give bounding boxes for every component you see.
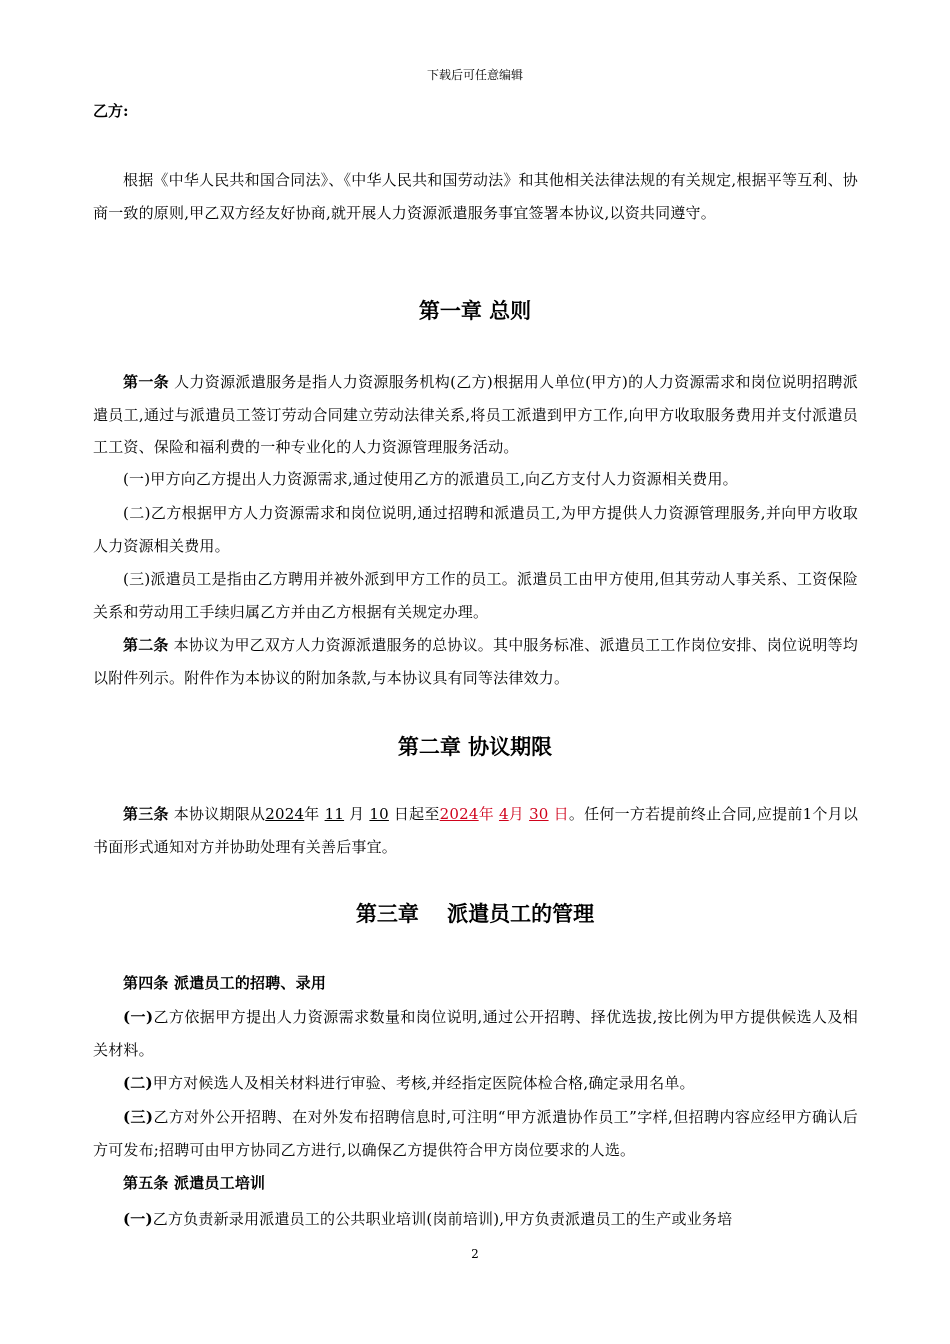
end-year-char: 年 xyxy=(478,805,494,823)
day-from-text: 日起至 xyxy=(393,805,440,823)
month-char: 月 xyxy=(349,805,365,823)
chapter1-title: 第一章 总则 xyxy=(418,298,532,323)
article5-item1 xyxy=(93,1203,858,1236)
article1-item2: (二)乙方根据甲方人力资源需求和岗位说明,通过招聘和派遣员工,为甲方提供人力资源管理服务,并向甲方收取人力资源相关费用。 xyxy=(93,504,858,555)
article1-label: 第一条 xyxy=(123,373,169,391)
article2-label: 第二条 xyxy=(123,636,169,654)
article1-text: 人力资源派遣服务是指人力资源服务机构(乙方)根据用人单位(甲方)的人力资源需求和岗位说明招聘派遣员工,通过与派遣员工签订劳动合同建立劳动法律关系,将员工派遣到甲方工作,向甲方收取服务费用并支付派遣员工工资、保险和福利费的一种专业化的人力资源管理服务活动。 xyxy=(93,373,858,456)
page-number: 2 xyxy=(471,1247,479,1261)
preamble-paragraph: 根据《中华人民共和国合同法》、《中华人民共和国劳动法》和其他相关法律法规的有关规定,根据平等互利、协商一致的原则,甲乙双方经友好协商,就开展人力资源派遣服务事宜签署本协议,以资共同遵守。 xyxy=(93,171,858,222)
party-b-label: 乙方: xyxy=(93,102,129,120)
end-month: 4 xyxy=(498,805,509,823)
article4-item2-label: (二) xyxy=(123,1074,153,1092)
end-day-char: 日 xyxy=(553,805,569,823)
chapter2-title: 第二章 协议期限 xyxy=(397,734,553,759)
article4-item2 xyxy=(93,1067,858,1100)
end-month-char: 月 xyxy=(508,805,525,823)
year-char: 年 xyxy=(304,805,320,823)
chapter3-title: 第三章 派遣员工的管理 xyxy=(355,901,595,926)
article1-paragraph xyxy=(93,366,858,464)
article3-label: 第三条 xyxy=(123,805,169,823)
article2-text: 本协议为甲乙双方人力资源派遣服务的总协议。其中服务标准、派遣员工工作岗位安排、岗位说明等均以附件列示。附件作为本协议的附加条款,与本协议具有同等法律效力。 xyxy=(93,636,858,687)
article3-rest: 。任何一方若提前终止合同,应提前1个月以书面形式通知对方并协助处理有关善后事宜。 xyxy=(93,805,859,856)
start-year: 2024 xyxy=(265,805,305,823)
article2-paragraph xyxy=(93,629,858,694)
article5-item1-label: (一) xyxy=(123,1210,153,1228)
article4-item3-label: (三) xyxy=(123,1108,154,1126)
start-month: 11 xyxy=(324,805,345,823)
page-header-note: 下载后可任意编辑 xyxy=(426,68,523,82)
end-day: 30 xyxy=(529,805,549,823)
article5-title: 第五条 派遣员工培训 xyxy=(123,1174,266,1192)
article4-item3 xyxy=(93,1101,858,1166)
article5-item1-text: 乙方负责新录用派遣员工的公共职业培训(岗前培训),甲方负责派遣员工的生产或业务培 xyxy=(152,1210,733,1228)
article1-item3: (三)派遣员工是指由乙方聘用并被外派到甲方工作的员工。派遣员工由甲方使用,但其劳动人事关系、工资保险关系和劳动用工手续归属乙方并由乙方根据有关规定办理。 xyxy=(93,570,858,621)
start-day: 10 xyxy=(369,805,389,823)
article4-item1-text: 乙方依据甲方提出人力资源需求数量和岗位说明,通过公开招聘、择优选拔,按比例为甲方提供候选人及相关材料。 xyxy=(93,1008,858,1059)
article4-item2-text: 甲方对候选人及相关材料进行审验、考核,并经指定医院体检合格,确定录用名单。 xyxy=(152,1074,695,1092)
article3-paragraph xyxy=(93,798,858,863)
article3-prefix: 本协议期限从 xyxy=(168,805,266,823)
end-year: 2024 xyxy=(439,805,479,823)
article4-item1 xyxy=(93,1001,858,1066)
article4-title: 第四条 派遣员工的招聘、录用 xyxy=(123,974,327,992)
article4-item3-text: 乙方对外公开招聘、在对外发布招聘信息时,可注明“甲方派遣协作员工”字样,但招聘内容应经甲方确认后方可发布;招聘可由甲方协同乙方进行,以确保乙方提供符合甲方岗位要求的人选。 xyxy=(93,1108,859,1159)
article4-item1-label: (一) xyxy=(123,1008,154,1026)
article1-item1: (一)甲方向乙方提出人力资源需求,通过使用乙方的派遣员工,向乙方支付人力资源相关费用。 xyxy=(123,470,738,488)
